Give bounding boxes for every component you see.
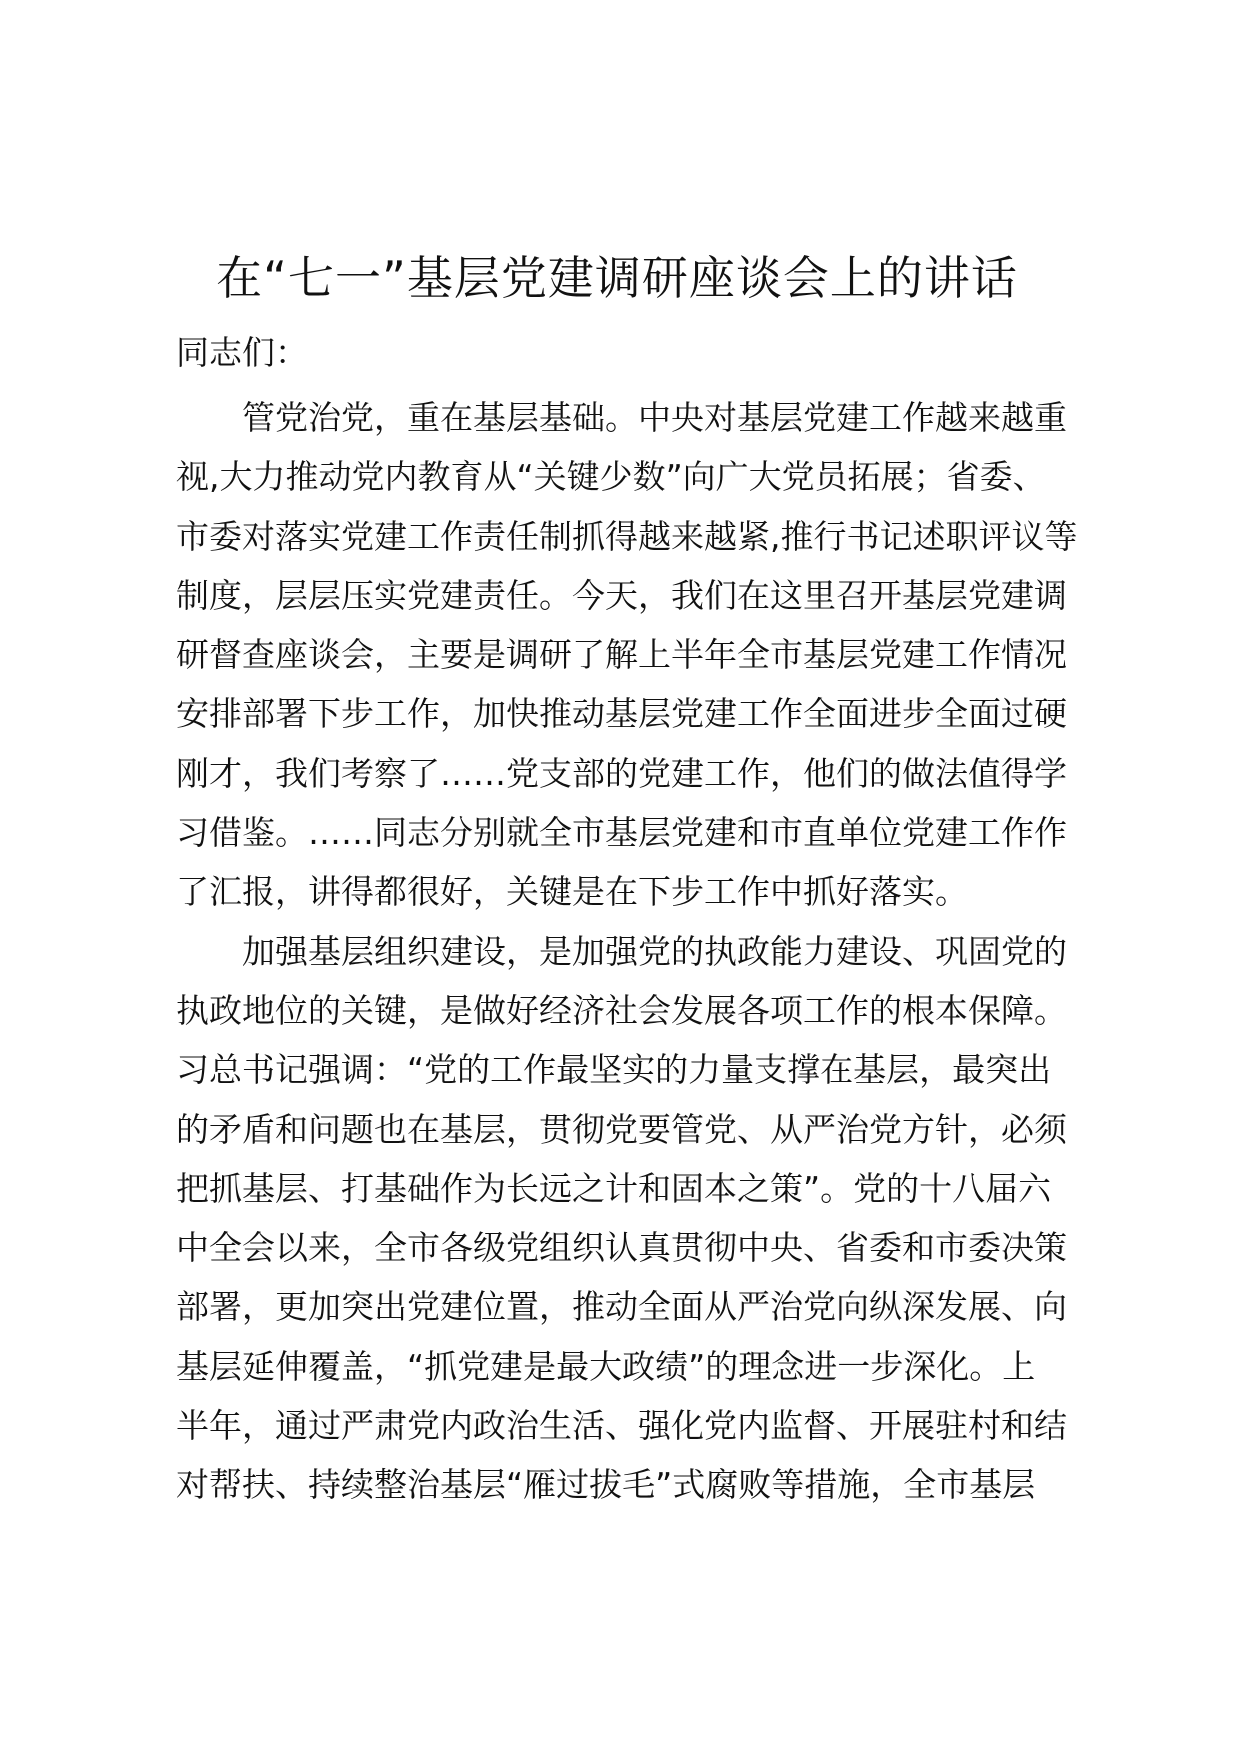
body-line: 基层延伸覆盖，“抓党建是最大政绩”的理念进一步深化。上	[176, 1346, 1036, 1386]
body-line: 习总书记强调：“党的工作最坚实的力量支撑在基层，最突出	[176, 1050, 1052, 1090]
body-line: 了汇报，讲得都很好，关键是在下步工作中抓好落实。	[176, 872, 968, 912]
body-line: 视,大力推动党内教育从“关键少数”向广大党员拓展；省委、	[176, 457, 1046, 497]
body-line: 刚才，我们考察了……党支部的党建工作，他们的做法值得学	[176, 753, 1067, 793]
document-body	[176, 388, 1096, 1515]
body-line: 的矛盾和问题也在基层，贯彻党要管党、从严治党方针，必须	[176, 1109, 1067, 1149]
document-title: 在“七一”基层党建调研座谈会上的讲话	[216, 251, 1018, 305]
body-line: 安排部署下步工作，加快推动基层党建工作全面进步全面过硬	[176, 694, 1067, 734]
body-line: 对帮扶、持续整治基层“雁过拔毛”式腐败等措施，全市基层	[176, 1465, 1036, 1505]
body-line: 研督查座谈会，主要是调研了解上半年全市基层党建工作情况	[176, 635, 1067, 675]
body-line: 管党治党，重在基层基础。中央对基层党建工作越来越重	[242, 398, 1067, 437]
body-line: 市委对落实党建工作责任制抓得越来越紧,推行书记述职评议等	[176, 516, 1078, 556]
body-line: 加强基层组织建设，是加强党的执政能力建设、巩固党的	[242, 931, 1067, 971]
body-line: 把抓基层、打基础作为长远之计和固本之策”。党的十八届六	[176, 1168, 1052, 1208]
greeting: 同志们：	[176, 333, 308, 372]
body-line: 执政地位的关键，是做好经济社会发展各项工作的根本保障。	[176, 990, 1067, 1030]
body-line: 部署，更加突出党建位置，推动全面从严治党向纵深发展、向	[176, 1287, 1067, 1327]
body-line: 半年，通过严肃党内政治生活、强化党内监督、开展驻村和结	[176, 1406, 1067, 1446]
body-line: 中全会以来，全市各级党组织认真贯彻中央、省委和市委决策	[176, 1228, 1067, 1268]
body-line: 制度，层层压实党建责任。今天，我们在这里召开基层党建调	[176, 575, 1067, 615]
body-line: 习借鉴。……同志分别就全市基层党建和市直单位党建工作作	[176, 813, 1067, 853]
